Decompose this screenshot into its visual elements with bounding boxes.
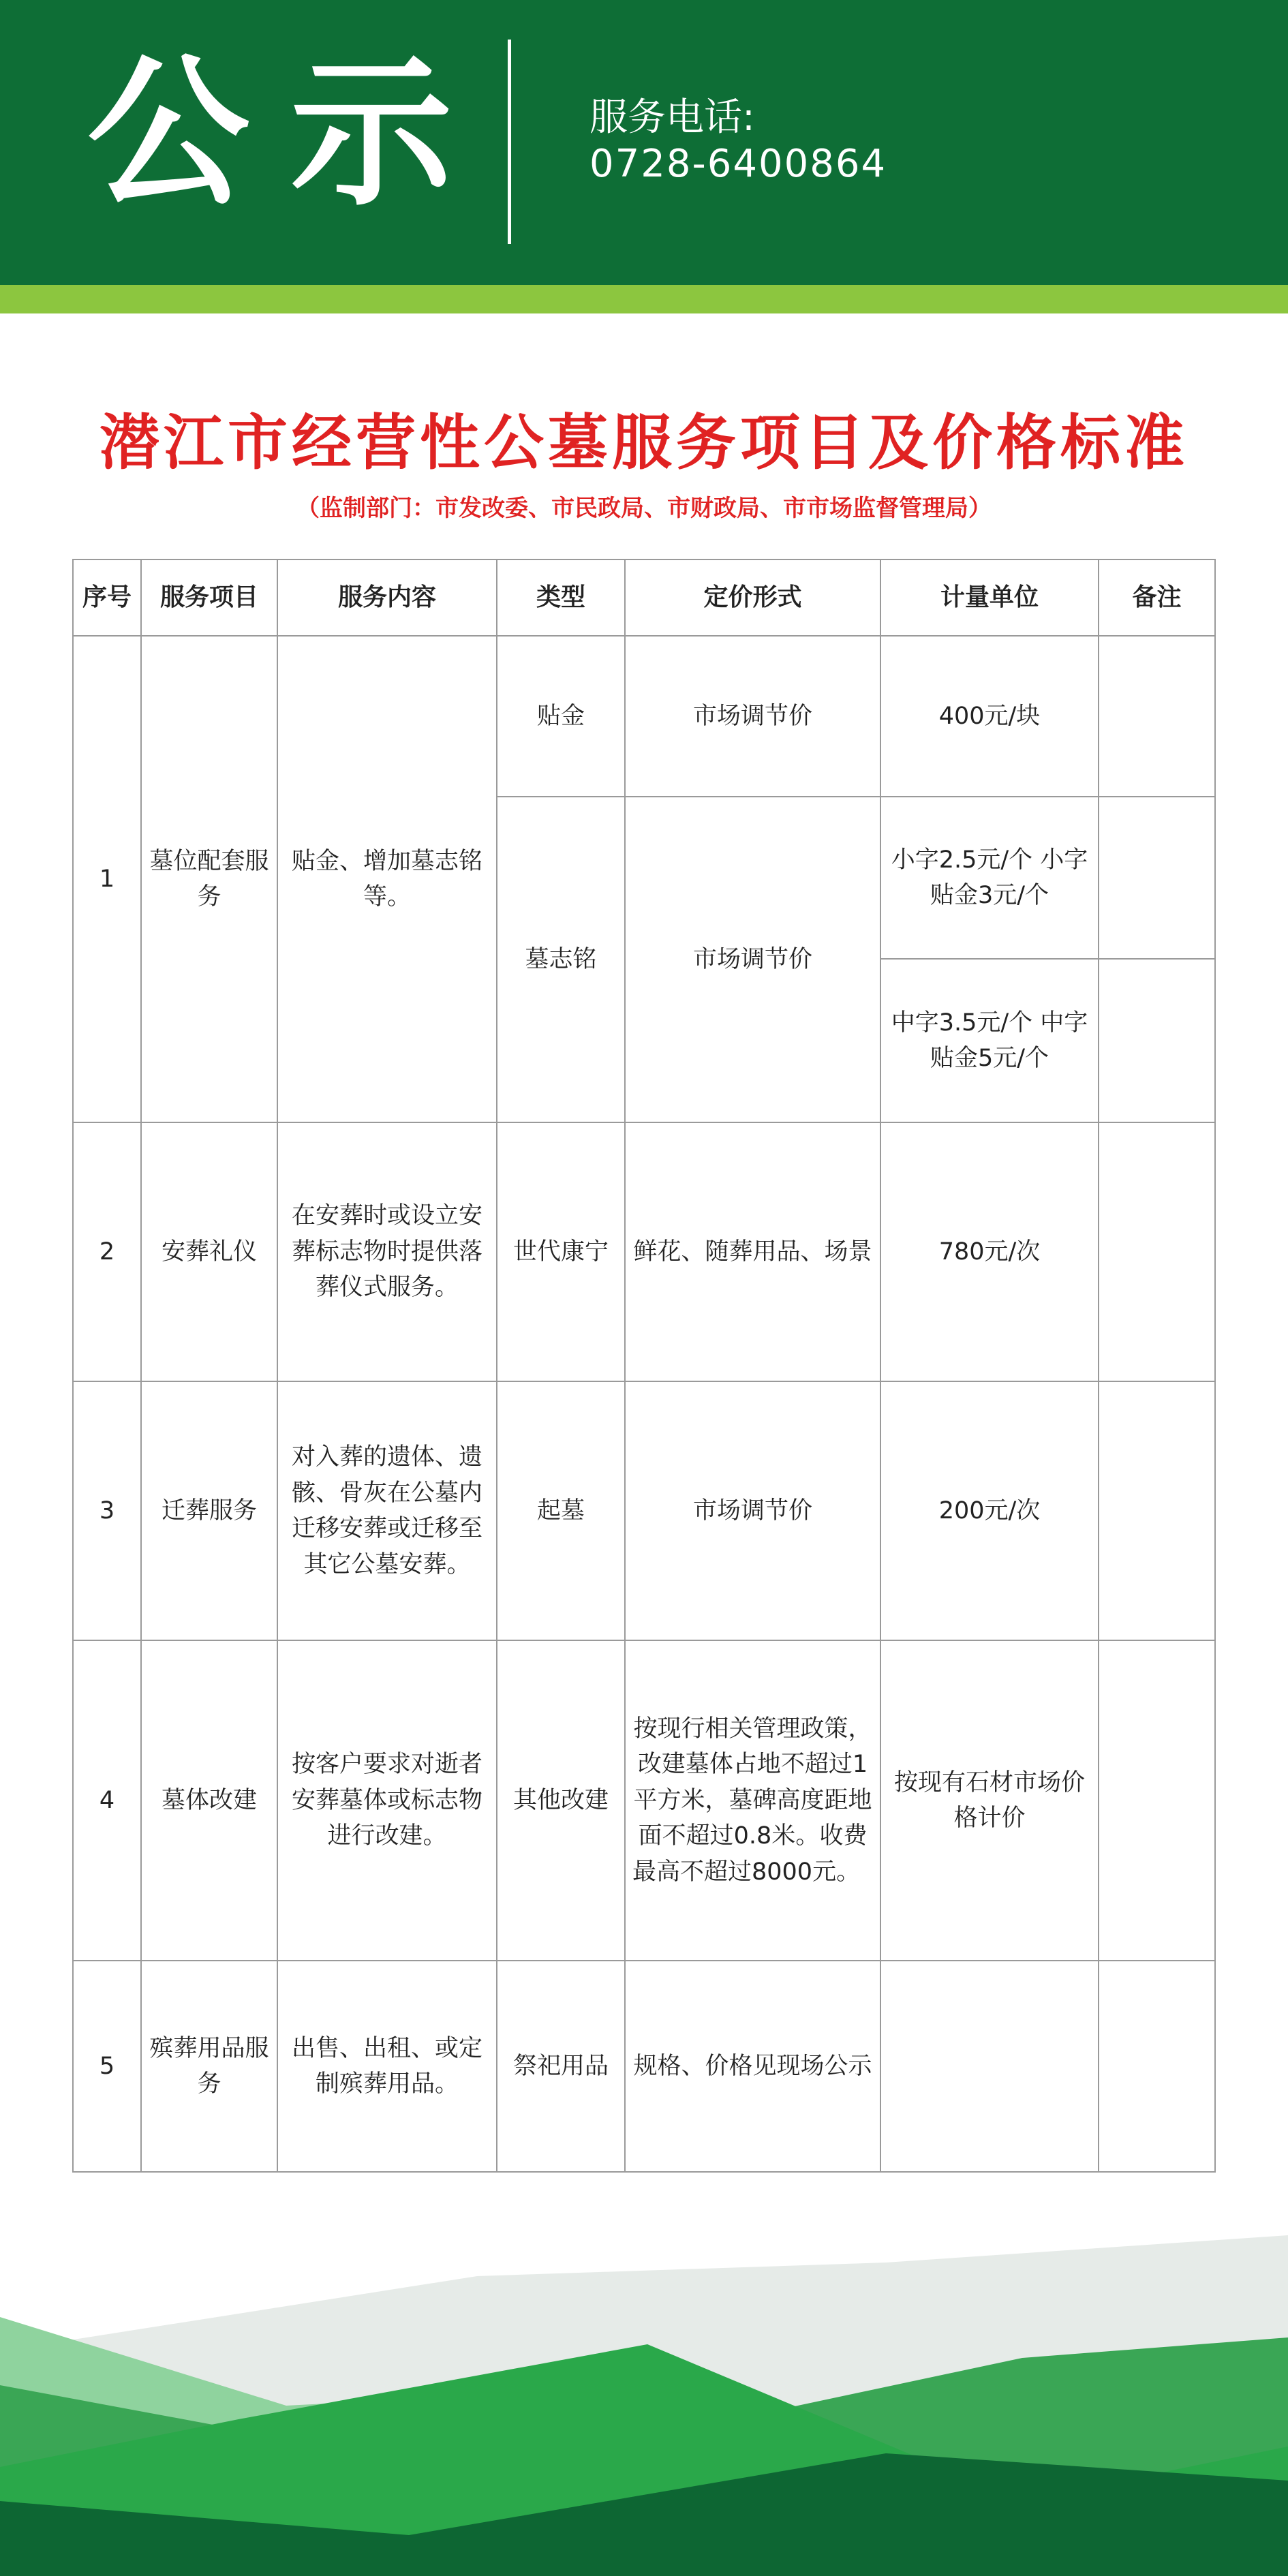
supervising-departments: （监制部门：市发改委、市民政局、市财政局、市市场监督管理局） — [296, 495, 992, 522]
note-cell — [1099, 1381, 1215, 1640]
note-cell — [1099, 636, 1215, 797]
pricing-form: 市场调节价 — [625, 636, 880, 797]
table-row — [73, 636, 1215, 797]
unit-price: 200元/次 — [880, 1381, 1099, 1640]
service-type: 祭祀用品 — [497, 1961, 625, 2172]
row-number: 5 — [73, 1961, 141, 2172]
pricing-form: 市场调节价 — [625, 797, 880, 1122]
header-cell-pricing: 定价形式 — [625, 559, 880, 636]
service-item: 安葬礼仪 — [141, 1122, 277, 1381]
service-content: 在安葬时或设立安葬标志物时提供落葬仪式服务。 — [277, 1122, 497, 1381]
pricing-form: 鲜花、随葬用品、场景 — [625, 1122, 880, 1381]
table-row — [73, 1640, 1215, 1961]
service-content: 对入葬的遗体、遗骸、骨灰在公墓内迁移安葬或迁移至其它公墓安葬。 — [277, 1381, 497, 1640]
header-title: 公示 — [87, 40, 493, 228]
service-type: 世代康宁 — [497, 1122, 625, 1381]
pricing-form: 市场调节价 — [625, 1381, 880, 1640]
header-cell-type: 类型 — [497, 559, 625, 636]
service-type: 起墓 — [497, 1381, 625, 1640]
pricing-form: 规格、价格见现场公示 — [625, 1961, 880, 2172]
pricing-form: 按现行相关管理政策，改建墓体占地不超过1平方米，墓碑高度距地面不超过0.8米。收费最高不超过8000元。 — [625, 1640, 880, 1961]
unit-price: 按现有石材市场价格计价 — [880, 1640, 1099, 1961]
header-stripe — [0, 285, 1288, 313]
header-divider — [508, 40, 511, 244]
unit-price: 400元/块 — [880, 636, 1099, 797]
service-type: 贴金 — [497, 636, 625, 797]
header-cell-note: 备注 — [1099, 559, 1215, 636]
unit-price: 小字2.5元/个 小字贴金3元/个 — [880, 797, 1099, 959]
note-cell — [1099, 1122, 1215, 1381]
service-content: 按客户要求对逝者安葬墓体或标志物进行改建。 — [277, 1640, 497, 1961]
header-cell-unit: 计量单位 — [880, 559, 1099, 636]
service-item: 迁葬服务 — [141, 1381, 277, 1640]
service-content: 出售、出租、或定制殡葬用品。 — [277, 1961, 497, 2172]
service-item: 墓位配套服务 — [141, 636, 277, 1122]
unit-price: 中字3.5元/个 中字贴金5元/个 — [880, 959, 1099, 1122]
note-cell — [1099, 959, 1215, 1122]
service-type: 墓志铭 — [497, 797, 625, 1122]
price-table — [72, 559, 1216, 2173]
header-cell-content: 服务内容 — [277, 559, 497, 636]
row-number: 4 — [73, 1640, 141, 1961]
header-cell-no: 序号 — [73, 559, 141, 636]
table-header-row — [73, 559, 1215, 636]
table-row — [73, 1961, 1215, 2172]
page-title: 潜江市经营性公墓服务项目及价格标准 — [99, 408, 1189, 478]
table-row — [73, 1381, 1215, 1640]
table-row — [73, 1122, 1215, 1381]
service-content: 贴金、增加墓志铭等。 — [277, 636, 497, 1122]
header-cell-item: 服务项目 — [141, 559, 277, 636]
row-number: 3 — [73, 1381, 141, 1640]
phone-number: 0728-6400864 — [589, 142, 887, 186]
unit-price — [880, 1961, 1099, 2172]
unit-price: 780元/次 — [880, 1122, 1099, 1381]
row-number: 1 — [73, 636, 141, 1122]
footer-hills — [0, 2181, 1288, 2576]
row-number: 2 — [73, 1122, 141, 1381]
service-item: 墓体改建 — [141, 1640, 277, 1961]
note-cell — [1099, 1961, 1215, 2172]
service-type: 其他改建 — [497, 1640, 625, 1961]
note-cell — [1099, 1640, 1215, 1961]
service-item: 殡葬用品服务 — [141, 1961, 277, 2172]
phone-label: 服务电话: — [589, 95, 755, 140]
note-cell — [1099, 797, 1215, 959]
